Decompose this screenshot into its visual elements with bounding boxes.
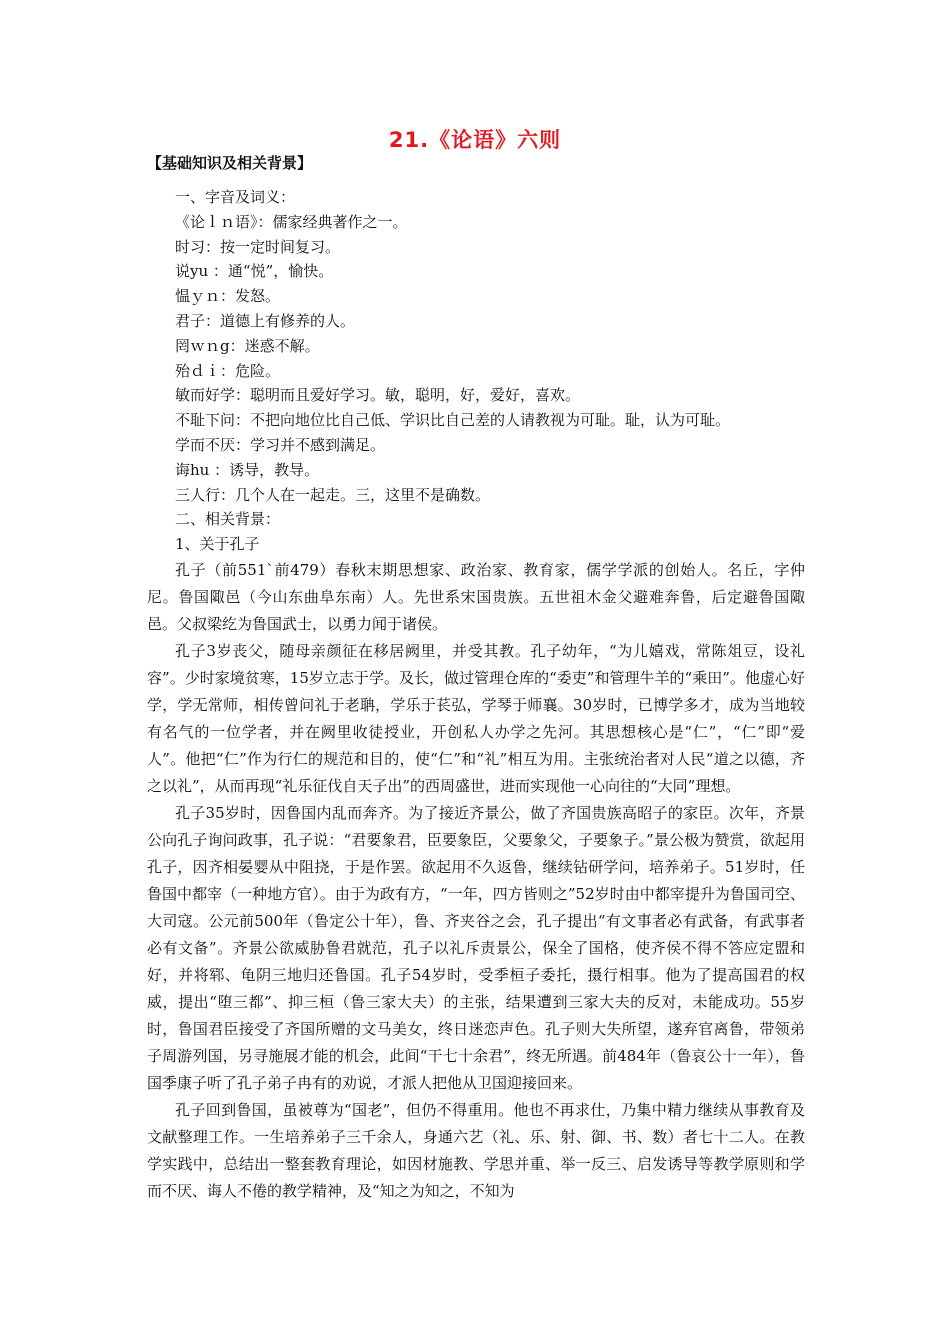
vocab-hui: 诲hu ：诱导，教导。 [175, 460, 320, 479]
vocab-dai: 殆ｄｉ：危险。 [175, 361, 281, 380]
paragraph-early-life: 孔子3岁丧父，随母亲颜征在移居阙里，并受其教。孔子幼年，“为儿嬉戏，常陈俎豆，设礼容”。少时家境贫寒，15岁立志于学。及长，做过管理仓库的“委吏”和管理牛羊的“乘田”。他虚心好学，学无常师，相传曾问礼于老聃，学乐于苌弘，学琴于师襄。30岁时，已博学多才，成为当地较有名气的一位学者，并在阙里收徒授业，开创私人办学之先河。其思想核心是“仁”，“仁”即“爱人”。他把“仁”作为行仁的规范和目的，使“仁”和“礼”相互为用。主张统治者对人民“道之以德，齐之以礼”，从而再现“礼乐征伐自天子出”的西周盛世，进而实现他一心向往的“大同”理想。 [147, 641, 805, 795]
heading-background: 二、相关背景： [175, 510, 281, 529]
paragraph-career: 孔子35岁时，因鲁国内乱而奔齐。为了接近齐景公，做了齐国贵族高昭子的家臣。次年，齐景公向孔子询问政事，孔子说：“君要象君，臣要象臣，父要象父，子要象子。”景公极为赞赏，欲起用孔子，因齐相晏婴从中阻挠，于是作罢。欲起用不久返鲁，继续钻研学问，培养弟子。51岁时，任鲁国中都宰（一种地方官）。由于为政有方，“一年，四方皆则之”52岁时由中都宰提升为鲁国司空、大司寇。公元前500年（鲁定公十年），鲁、齐夹谷之会，孔子提出“有文事者必有武备，有武事者必有文备”。齐景公欲威胁鲁君就范，孔子以礼斥责景公，保全了国格，使齐侯不得不答应定盟和好，并将郓、龟阴三地归还鲁国。孔子54岁时，受季桓子委托，摄行相事。他为了提高国君的权威，提出“堕三都”、抑三桓（鲁三家大夫）的主张，结果遭到三家大夫的反对，未能成功。55岁时，鲁国君臣接受了齐国所赠的文马美女，终日迷恋声色。孔子则大失所望，遂弃官离鲁，带领弟子周游列国，另寻施展才能的机会，此间“干七十余君”，终无所遇。前484年（鲁哀公十一年），鲁国季康子听了孔子弟子冉有的劝说，才派人把他从卫国迎接回来。 [147, 803, 805, 1092]
paragraph-later-years: 孔子回到鲁国，虽被尊为“国老”，但仍不得重用。他也不再求仕，乃集中精力继续从事教育及文献整理工作。一生培养弟子三千余人，身通六艺（礼、乐、射、御、书、数）者七十二人。在教学实践中，总结出一整套教育理论，如因材施教、学思并重、举一反三、启发诱导等教学原则和学而不厌、诲人不倦的教学精神，及“知之为知之，不知为 [147, 1100, 805, 1200]
vocab-wang: 罔ｗｎg：迷惑不解。 [175, 336, 320, 355]
vocab-minerhaoxue: 敏而好学：聪明而且爱好学习。敏，聪明，好，爱好，喜欢。 [175, 386, 581, 405]
vocab-yue: 说yu ：通“悦”，愉快。 [175, 262, 334, 281]
vocab-buchixiawen: 不耻下问：不把向地位比自己低、学识比自己差的人请教视为可耻。耻，认为可耻。 [175, 411, 731, 430]
section-heading: 【基础知识及相关背景】 [147, 154, 313, 172]
page-title: 21.《论语》六则 [388, 128, 562, 152]
vocab-junzi: 君子：道德上有修养的人。 [175, 311, 356, 330]
vocab-yun: 愠ｙｎ：发怒。 [175, 287, 281, 306]
vocab-xueerbuyan: 学而不厌：学习并不感到满足。 [175, 435, 386, 454]
subheading-about-confucius: 1、关于孔子 [175, 535, 260, 554]
vocab-lunyu: 《论ｌｎ语》：儒家经典著作之一。 [175, 212, 408, 231]
document-body [147, 185, 805, 1205]
vocab-shixi: 时习：按一定时间复习。 [175, 237, 341, 256]
heading-pronunciation: 一、字音及词义： [175, 188, 296, 206]
paragraph-biography-intro: 孔子（前551`前479）春秋末期思想家、政治家、教育家，儒学学派的创始人。名丘，字仲尼。鲁国陬邑（今山东曲阜东南）人。先世系宋国贵族。五世祖木金父避难奔鲁，后定避鲁国陬邑。父叔梁纥为鲁国武士，以勇力闻于诸侯。 [147, 560, 805, 633]
vocab-sanrenxing: 三人行：几个人在一起走。三，这里不是确数。 [175, 485, 491, 504]
